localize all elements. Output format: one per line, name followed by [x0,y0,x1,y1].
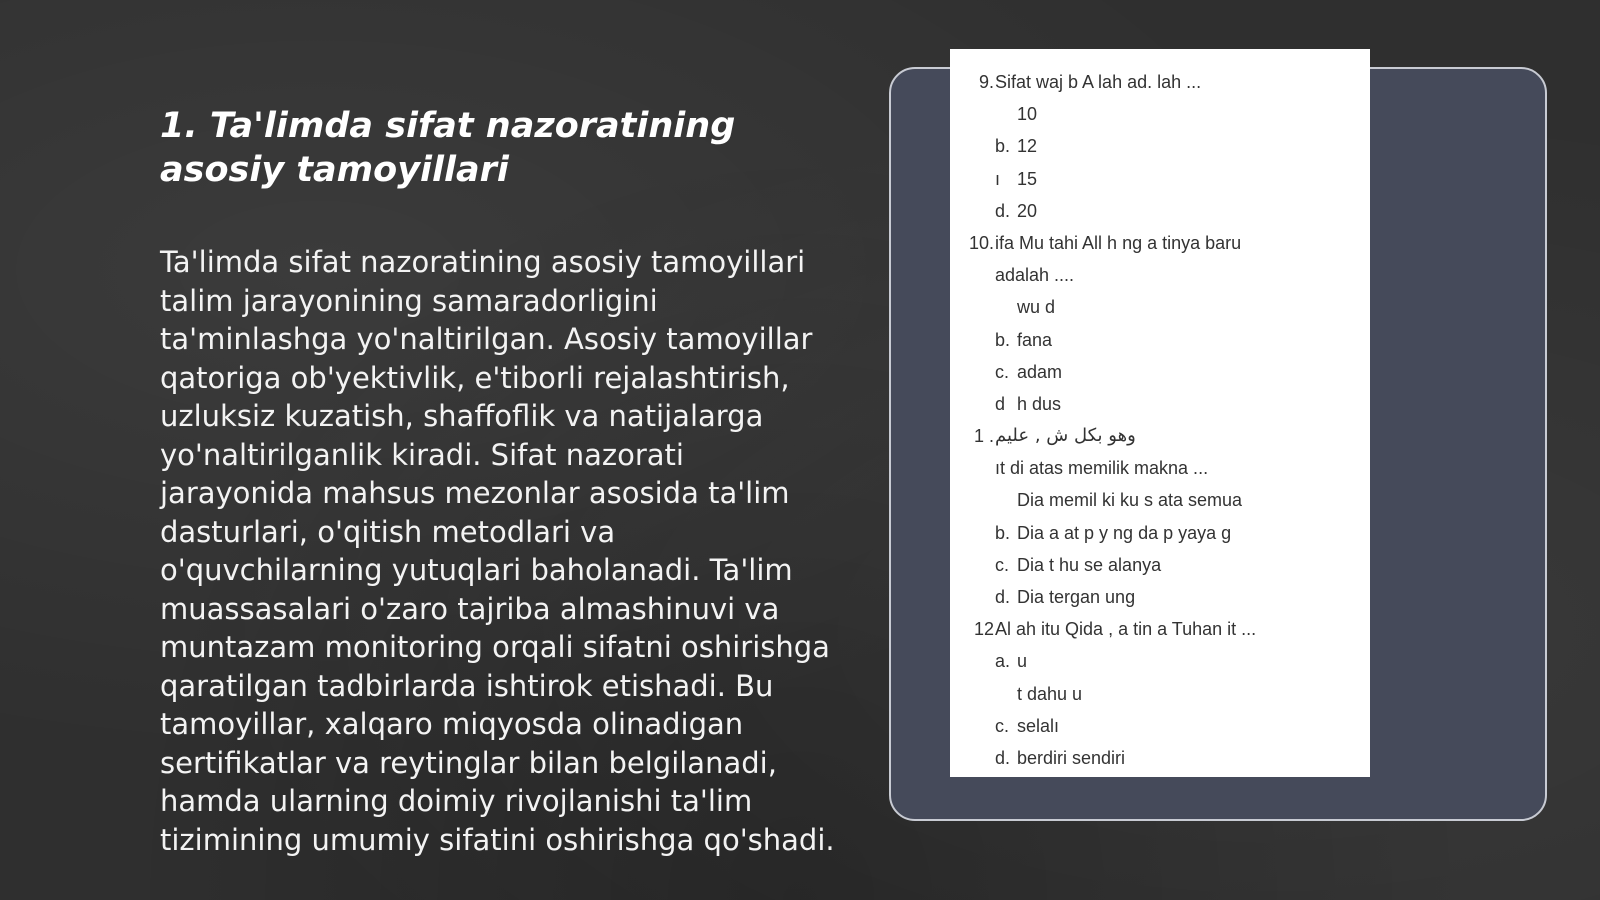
question-row [950,66,1370,98]
answer-option-row [950,549,1370,581]
option-text: 20 [1017,200,1038,221]
answer-option-row [950,710,1370,742]
slide-title: 1. Ta'limda sifat nazoratining asosiy tamoyillari [160,106,736,190]
option-letter: c. [995,715,1010,736]
option-letter: ı [995,168,1001,189]
answer-option-row [950,163,1370,195]
option-letter: d. [995,587,1011,607]
question-number: 10. [968,232,994,253]
question-number: 9. [978,72,994,92]
option-letter: b. [995,329,1011,350]
question-text: Al ah itu Qida , a tin a Tuhan it ... [995,619,1257,640]
option-text: Dia a at p y ng da p yaya g [1017,522,1232,543]
option-text: Dia tergan ung [1017,587,1136,607]
option-text: Dia memil ki ku s ata semua [1017,490,1243,511]
question-row [950,420,1370,452]
answer-option-row [950,678,1370,710]
answer-option-row [950,581,1370,613]
option-letter: a. [995,651,1011,672]
question-text-continuation: adalah .... [995,265,1075,286]
option-text: Dia t hu se alanya [1017,554,1162,575]
option-text: 15 [1017,168,1038,189]
question-continuation-row [950,259,1370,291]
option-letter: b. [995,136,1011,157]
question-row [950,613,1370,645]
option-letter: c. [995,554,1010,575]
answer-option-row [950,645,1370,677]
option-letter: b. [995,522,1011,543]
question-text: ifa Mu tahi All h ng a tinya baru [995,232,1242,253]
question-row [950,227,1370,259]
quiz-document-image [950,49,1370,777]
answer-option-row [950,356,1370,388]
answer-option-row [950,517,1370,549]
option-text: u [1017,651,1028,672]
option-text: fana [1017,329,1053,350]
option-text: h dus [1017,393,1062,414]
answer-option-row [950,388,1370,420]
question-continuation-row [950,452,1370,484]
answer-option-row [950,324,1370,356]
question-text: وهو بكل ش , عليم [995,425,1136,447]
option-text: wu d [1017,297,1056,318]
option-text: 12 [1017,136,1038,157]
answer-option-row [950,742,1370,774]
option-text: berdiri sendiri [1017,747,1126,768]
answer-option-row [950,98,1370,130]
question-number: 12 [973,619,994,640]
answer-option-row [950,195,1370,227]
question-text-continuation: ıt di atas memilik makna ... [995,458,1209,479]
question-text: Sifat waj b A lah ad. lah ... [995,72,1202,92]
option-letter: d. [995,200,1011,221]
question-number: 1 . [973,426,994,447]
option-text: adam [1017,361,1063,382]
slide-body-text: Ta'limda sifat nazoratining asosiy tamoyillari talim jarayonining samaradorligini ta'minlashga yo'naltirilgan. Asosiy tamoyillar qatoriga ob'yektivlik, e'tiborli rejalashtirish, uzluksiz kuzatish, shaffoflik va natijalarga yo'naltirilganlik kiradi. Sifat nazorati jarayonida mahsus mezonlar asosida ta'lim dasturlari, o'qitish metodlari va o'quvchilarning yutuqlari baholanadi. Ta'lim muassasalari o'zaro tajriba almashinuvi va muntazam monitoring orqali sifatni oshirishga qaratilgan tadbirlarda ishtirok etishadi. Bu tamoyillar, xalqaro miqyosda olinadigan sertifikatlar va reytinglar bilan belgilanadi, hamda ularning doimiy rivojlanishi ta'lim tizimining umumiy sifatini oshirishga qo'shadi. [160,245,835,857]
option-text: selalı [1017,715,1060,736]
option-letter: c. [995,361,1010,382]
option-letter: d [995,393,1006,414]
option-letter: d. [995,747,1011,768]
answer-option-row [950,484,1370,516]
option-text: 10 [1017,104,1038,125]
answer-option-row [950,130,1370,162]
option-text: t dahu u [1017,683,1083,704]
answer-option-row [950,291,1370,323]
